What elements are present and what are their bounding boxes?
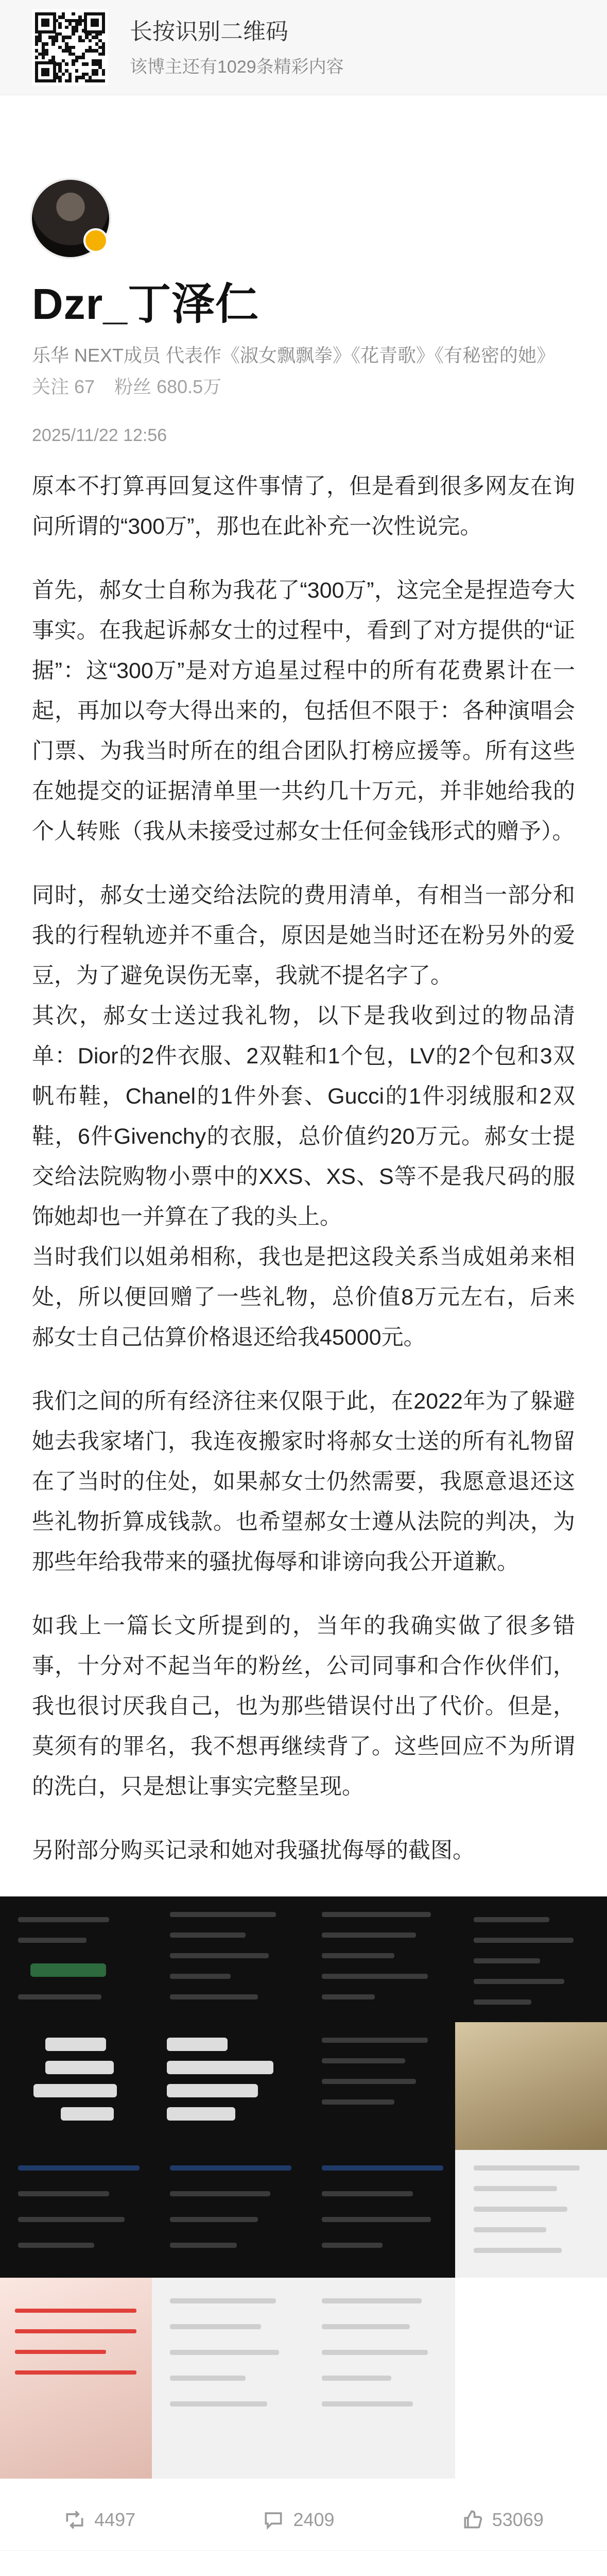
post-paragraph: 我们之间的所有经济往来仅限于此，在2022年为了躲避她去我家堵门，我连夜搬家时将郝女士送的所有礼物留在了当时的住处，如果郝女士仍然需要，我愿意退还这些礼物折算成钱款。也希望郝女士遵从法院的判决，为那些年给我带来的骚扰侮辱和诽谤向我公开道歉。	[32, 1389, 575, 1574]
repost-icon	[63, 2509, 86, 2531]
comment-button[interactable]	[262, 2509, 334, 2531]
repost-button[interactable]	[63, 2509, 135, 2531]
post-paragraph: 如我上一篇长文所提到的，当年的我确实做了很多错事，十分对不起当年的粉丝，公司同事和合作伙伴们，我也很讨厌我自己，也为那些错误付出了代价。但是，莫须有的罪名，我不想再继续背了。这些回应不为所谓的洗白，只是想让事实完整呈现。	[32, 1614, 575, 1799]
followers-count[interactable]: 粉丝 680.5万	[114, 376, 222, 397]
post-paragraph: 首先，郝女士自称为我花了“300万”，这完全是捏造夸大事实。在我起诉郝女士的过程中，看到了对方提供的“证据”：这“300万”是对方追星过程中的所有花费累计在一起，再加以夸大得出来的，包括但不限于：各种演唱会门票、为我当时所在的组合团队打榜应援等。所有这些在她提交的证据清单里一共约几十万元，并非她给我的个人转账（我从未接受过郝女士任何金钱形式的赠予）。	[32, 578, 575, 844]
avatar[interactable]	[30, 178, 111, 259]
qr-code[interactable]	[32, 9, 108, 86]
attached-image[interactable]	[304, 1896, 456, 2022]
image-gallery-row	[0, 2022, 607, 2150]
gallery-empty-cell	[455, 2278, 607, 2479]
post-date: 2025/11/22 12:56	[32, 426, 167, 445]
attached-image[interactable]	[0, 2278, 152, 2479]
attached-image[interactable]	[304, 2022, 456, 2150]
image-gallery-row	[0, 2150, 607, 2278]
username[interactable]: Dzr_丁泽仁	[32, 280, 259, 328]
post-paragraph: 其次，郝女士送过我礼物，以下是我收到过的物品清单：Dior的2件衣服、2双鞋和1个包，LV的2个包和3双帆布鞋，Chanel的1件外套、Gucci的1件羽绒服和2双鞋，6件Givenchy的衣服，总价值约20万元。郝女士提交给法院购物小票中的XXS、XS、S等不是我尺码的服饰她却也一并算在了我的头上。	[32, 1004, 575, 1229]
image-gallery-row	[0, 2278, 607, 2479]
user-bio: 乐华 NEXT成员 代表作《淑女飘飘拳》《花青歌》《有秘密的她》	[32, 345, 556, 366]
following-count[interactable]: 关注 67	[32, 376, 95, 397]
attached-image[interactable]	[455, 2022, 607, 2150]
like-count: 53069	[492, 2509, 544, 2530]
post-paragraph: 当时我们以姐弟相称，我也是把这段关系当成姐弟来相处，所以便回赠了一些礼物，总价值8万元左右，后来郝女士自己估算价格退还给我45000元。	[32, 1245, 575, 1350]
attached-image[interactable]	[152, 2150, 304, 2278]
banner-title: 长按识别二维码	[130, 19, 288, 44]
attached-image[interactable]	[304, 2278, 456, 2479]
banner-text	[130, 17, 344, 78]
attached-image[interactable]	[455, 2150, 607, 2278]
attached-image[interactable]	[0, 2022, 152, 2150]
like-icon	[461, 2509, 484, 2531]
action-bar	[0, 2489, 607, 2551]
attached-image[interactable]	[0, 1896, 152, 2022]
profile-section	[0, 95, 607, 446]
attached-image[interactable]	[304, 2150, 456, 2278]
like-button[interactable]	[461, 2509, 544, 2531]
user-stats	[32, 372, 575, 399]
comment-icon	[262, 2509, 285, 2531]
qr-banner[interactable]	[0, 0, 607, 95]
post-paragraph: 原本不打算再回复这件事情了，但是看到很多网友在询问所谓的“300万”，那也在此补充一次性说完。	[32, 474, 575, 539]
attached-image[interactable]	[0, 2150, 152, 2278]
attached-image[interactable]	[152, 2278, 304, 2479]
post-paragraph: 另附部分购买记录和她对我骚扰侮辱的截图。	[32, 1838, 475, 1863]
repost-count: 4497	[94, 2509, 136, 2530]
attached-image[interactable]	[455, 1896, 607, 2022]
post-paragraph: 同时，郝女士递交给法院的费用清单，有相当一部分和我的行程轨迹并不重合，原因是她当时还在粉另外的爱豆，为了避免误伤无辜，我就不提名字了。	[32, 883, 575, 988]
attached-image[interactable]	[152, 2022, 304, 2150]
post-body	[0, 466, 607, 1871]
attached-image[interactable]	[152, 1896, 304, 2022]
image-gallery	[0, 1896, 607, 2022]
comment-count: 2409	[293, 2509, 335, 2530]
banner-subtitle: 该博主还有1029条精彩内容	[130, 57, 344, 77]
